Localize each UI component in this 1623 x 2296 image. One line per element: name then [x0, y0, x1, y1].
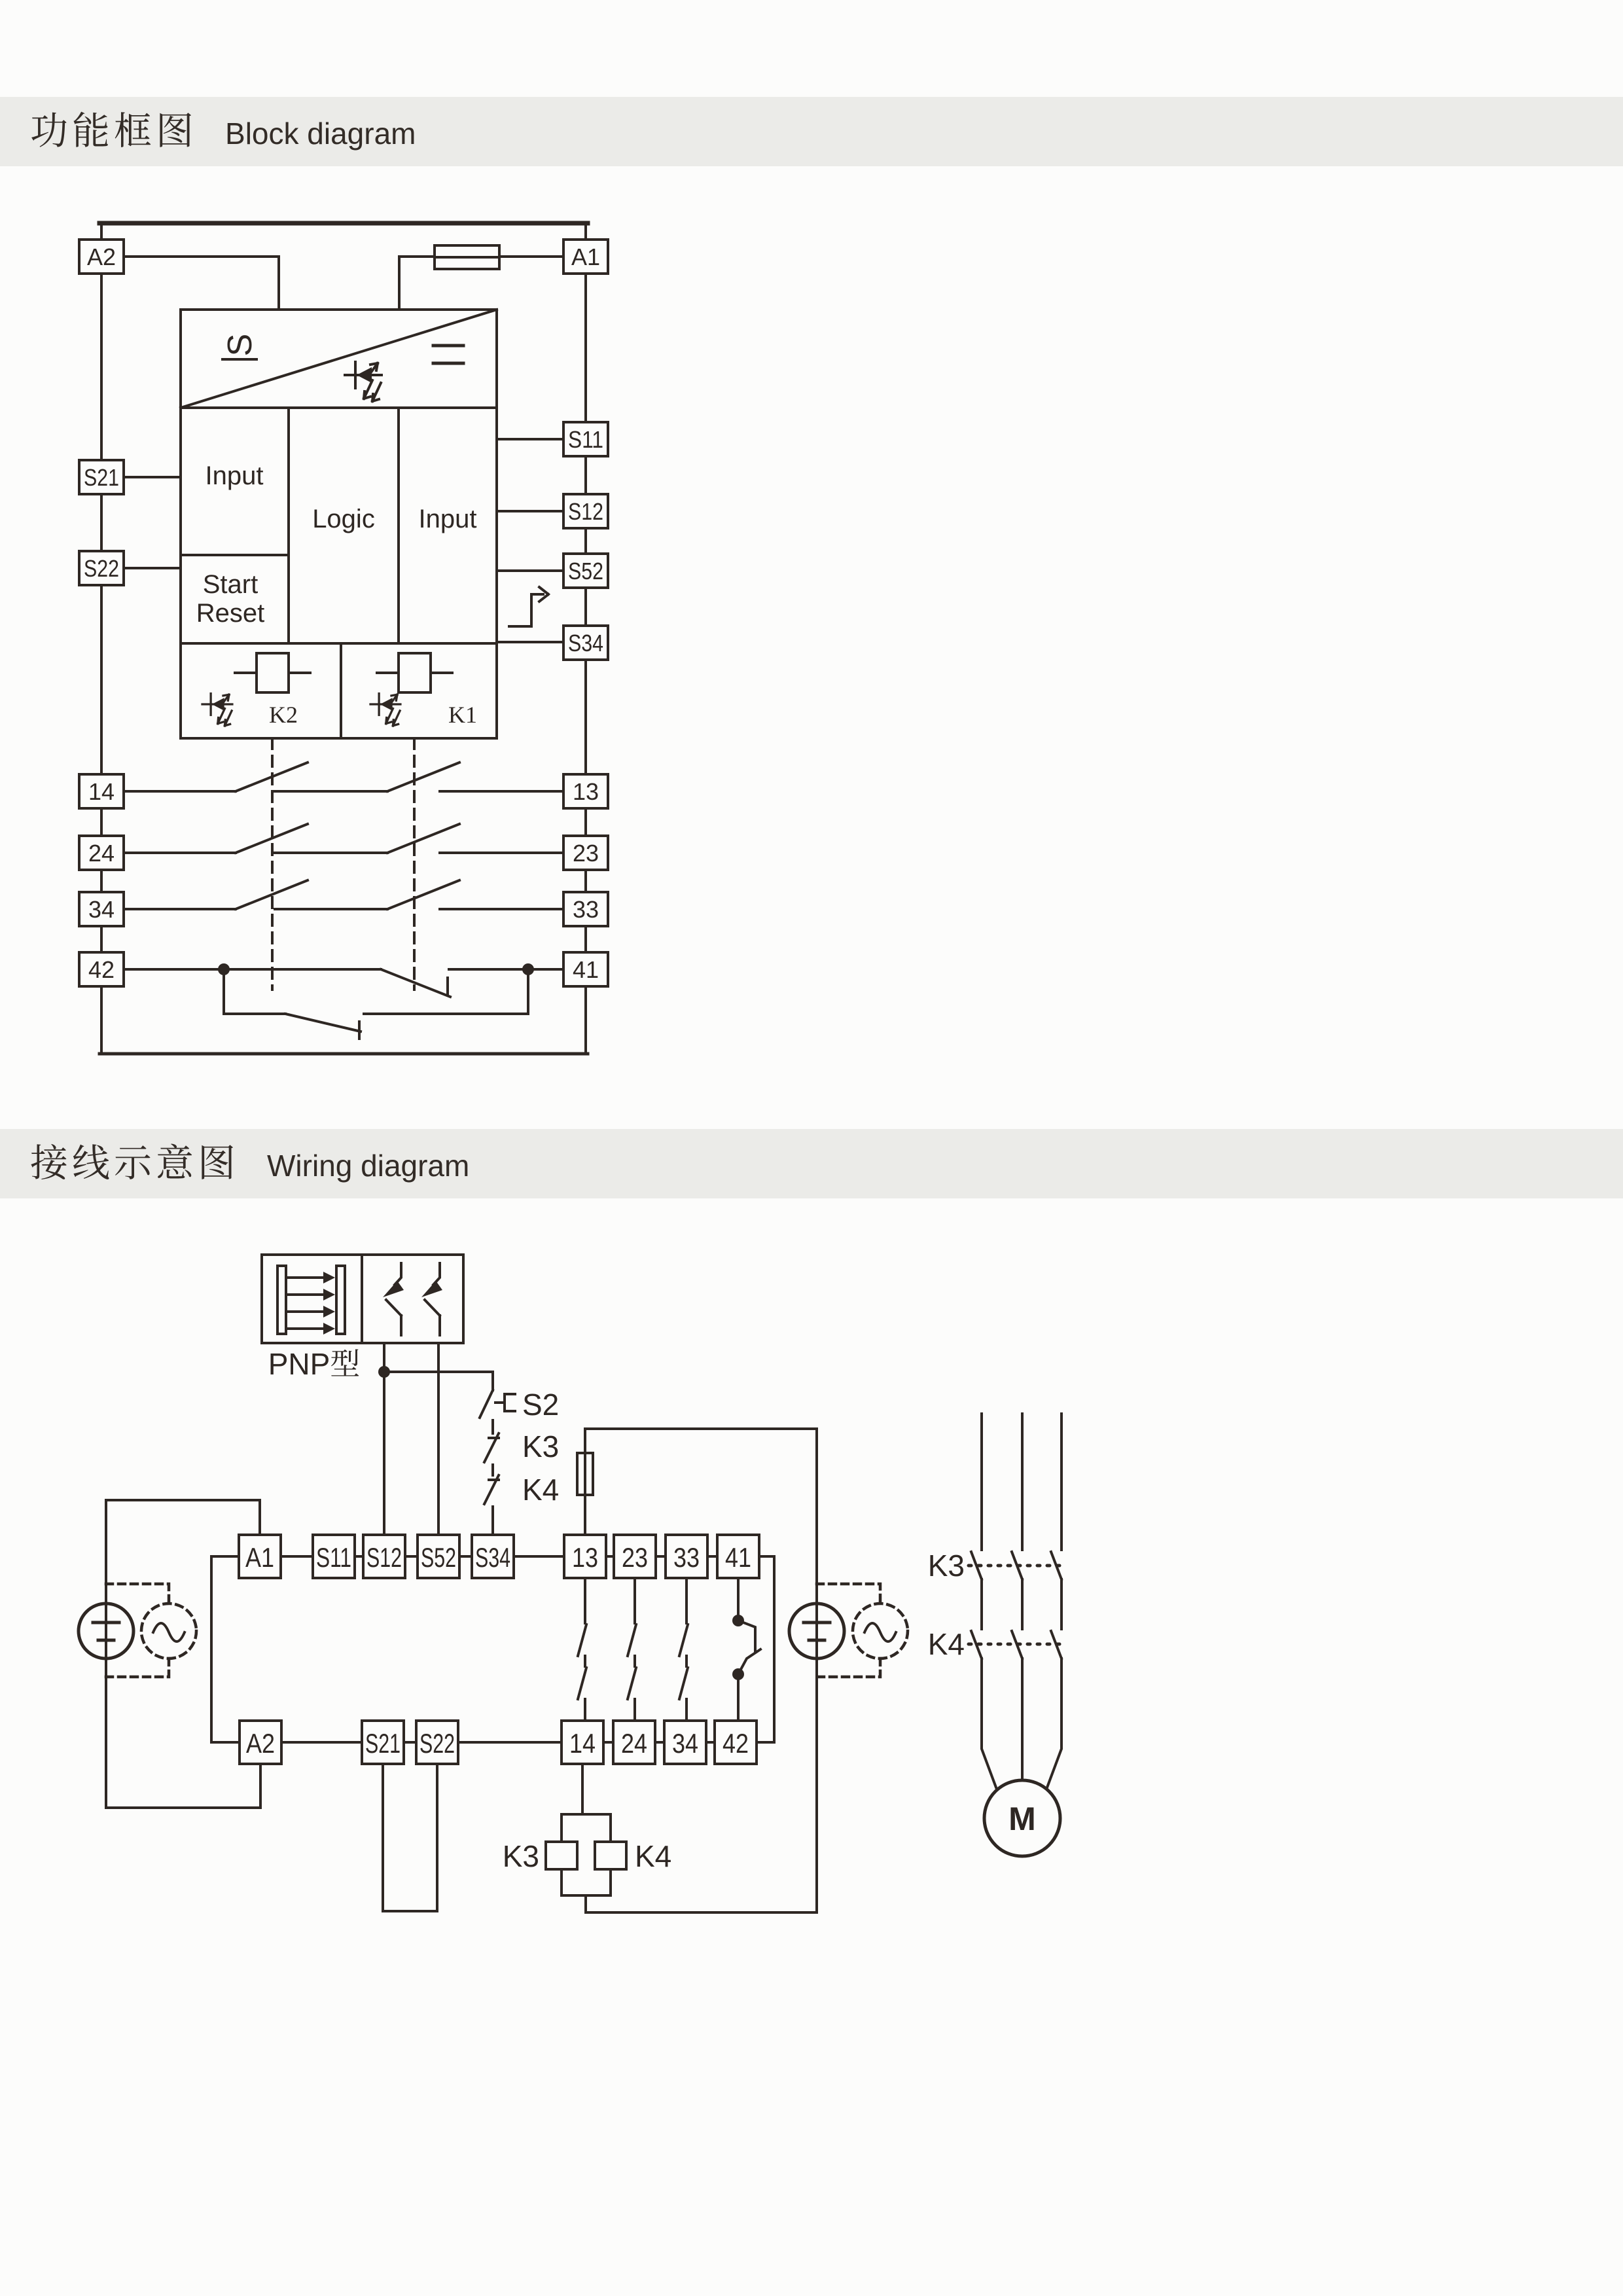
start-label: Start: [202, 570, 259, 599]
right-source-wiring: [586, 1429, 817, 1912]
terminal-s34: [563, 626, 608, 660]
terminal-s11-label: S11: [568, 426, 603, 453]
right-ac-source: [817, 1584, 908, 1677]
output-contact-23-24: [628, 1578, 636, 1721]
logic-label: Logic: [312, 505, 375, 533]
stop-button-label: S2: [522, 1388, 560, 1422]
terminal-a1-label: A1: [571, 243, 601, 270]
block-diagram-title-zh: 功能框图: [30, 110, 198, 152]
terminal-23-label: 23: [572, 840, 599, 867]
wiring-terminal-14-label: 14: [569, 1728, 596, 1759]
relay-linkage-dashed: [272, 738, 414, 990]
contact-row-24-23: [124, 824, 563, 853]
power-supply-section: [181, 310, 497, 408]
wiring-terminal-s12-label: S12: [366, 1542, 402, 1573]
wiring-terminal-42-label: 42: [722, 1728, 749, 1759]
output-contact-41-42-nc: [732, 1578, 760, 1721]
contactor-contact-k4-label: K4: [927, 1627, 965, 1661]
wiring-terminal-s34-label: S34: [475, 1542, 510, 1573]
terminal-13-label: 13: [572, 778, 599, 805]
wiring-terminal-s52-label: S52: [421, 1542, 456, 1573]
outer-frame: [99, 223, 588, 1054]
wiring-terminal-13-label: 13: [572, 1542, 598, 1573]
motor-phase-lines: [969, 1414, 1067, 1787]
contact-row-42-41-nc: [124, 963, 563, 1039]
wiring-terminal-s11-label: S11: [316, 1542, 351, 1573]
edge-trigger-icon: [509, 587, 548, 626]
wiring-terminal-42: [715, 1721, 757, 1764]
wiring-terminal-a2-label: A2: [246, 1728, 275, 1759]
relay-k2-label: K2: [269, 702, 298, 728]
feedback-contact-k4-label: K4: [522, 1473, 560, 1507]
wiring-terminal-s21-label: S21: [365, 1728, 401, 1759]
wiring-diagram: [79, 1255, 1067, 1912]
wiring-terminal-s12: [363, 1535, 405, 1578]
wiring-terminal-13: [564, 1535, 606, 1578]
wiring-terminal-s21: [362, 1721, 404, 1764]
left-ac-source: [106, 1584, 196, 1677]
sensor-output-wires: [378, 1343, 493, 1535]
terminal-24: [79, 836, 124, 870]
start-feedback-chain: [480, 1372, 515, 1535]
feedback-contact-k3-label: K3: [522, 1429, 560, 1463]
terminal-a1: [563, 240, 608, 274]
coil-k4-label: K4: [635, 1839, 672, 1873]
block-diagram-title-en: Block diagram: [225, 117, 416, 151]
contactor-coils: [546, 1764, 626, 1912]
fuse-branch: [577, 1429, 817, 1535]
wiring-terminal-23-label: 23: [622, 1542, 648, 1573]
terminal-s12: [563, 494, 608, 528]
block-diagram: [79, 223, 608, 1054]
contactor-contact-k3-label: K3: [927, 1549, 965, 1583]
terminal-33-label: 33: [572, 896, 599, 923]
terminal-13: [563, 774, 608, 808]
wiring-terminal-s22-label: S22: [419, 1728, 455, 1759]
terminal-s52: [563, 554, 608, 588]
terminal-14: [79, 774, 124, 808]
wiring-terminal-24-label: 24: [621, 1728, 647, 1759]
output-contact-33-34: [679, 1578, 688, 1721]
terminal-42: [79, 952, 124, 986]
terminal-34: [79, 892, 124, 926]
terminal-s22: [79, 551, 124, 585]
terminal-s52-label: S52: [568, 558, 603, 584]
terminal-a2: [79, 240, 124, 274]
wiring-terminal-s11: [313, 1535, 355, 1578]
contact-row-34-33: [124, 880, 563, 909]
wiring-terminal-s34: [472, 1535, 514, 1578]
relay-k1-label: K1: [448, 702, 477, 728]
reset-label: Reset: [196, 599, 265, 628]
sensor-type-label: PNP型: [268, 1347, 361, 1381]
terminal-23: [563, 836, 608, 870]
wiring-terminal-41-label: 41: [725, 1542, 751, 1573]
terminal-42-label: 42: [88, 956, 115, 983]
s21-s22-jumper: [383, 1764, 437, 1911]
wiring-terminal-41: [717, 1535, 759, 1578]
wiring-terminal-34: [664, 1721, 706, 1764]
wiring-terminal-23: [614, 1535, 656, 1578]
terminal-s21-label: S21: [84, 464, 119, 491]
supply-symbol-label: S: [221, 333, 259, 357]
wiring-terminal-33: [666, 1535, 707, 1578]
terminal-s22-label: S22: [84, 555, 119, 582]
terminal-s12-label: S12: [568, 498, 603, 525]
terminal-24-label: 24: [88, 840, 115, 867]
input-right-label: Input: [418, 505, 477, 533]
contact-row-14-13: [124, 762, 563, 791]
terminal-33: [563, 892, 608, 926]
wiring-diagram-title-en: Wiring diagram: [267, 1149, 470, 1183]
terminal-a2-label: A2: [86, 243, 116, 270]
terminal-41: [563, 952, 608, 986]
wiring-terminal-14: [562, 1721, 603, 1764]
terminal-14-label: 14: [88, 778, 115, 805]
light-curtain-sensor: [262, 1255, 463, 1343]
wiring-terminal-34-label: 34: [672, 1728, 698, 1759]
wiring-terminal-33-label: 33: [673, 1542, 700, 1573]
motor-label: M: [1008, 1801, 1036, 1837]
terminal-41-label: 41: [572, 956, 599, 983]
wiring-terminal-24: [613, 1721, 655, 1764]
block-diagram-figure: [0, 0, 1623, 1113]
wiring-diagram-figure: [0, 1113, 1623, 2296]
input-left-label: Input: [205, 461, 264, 490]
terminal-s21: [79, 460, 124, 494]
wiring-terminal-a2: [240, 1721, 281, 1764]
terminal-s11: [563, 422, 608, 456]
wiring-terminal-s52: [418, 1535, 459, 1578]
coil-k3-label: K3: [502, 1839, 539, 1873]
output-contact-13-14: [578, 1578, 586, 1721]
terminal-34-label: 34: [88, 896, 115, 923]
wiring-diagram-title-zh: 接线示意图: [30, 1142, 240, 1185]
fuse-symbol: [435, 245, 499, 269]
terminal-s34-label: S34: [568, 630, 603, 656]
wiring-terminal-a1: [239, 1535, 281, 1578]
wiring-terminal-s22: [416, 1721, 458, 1764]
wiring-terminal-a1-label: A1: [245, 1542, 274, 1573]
